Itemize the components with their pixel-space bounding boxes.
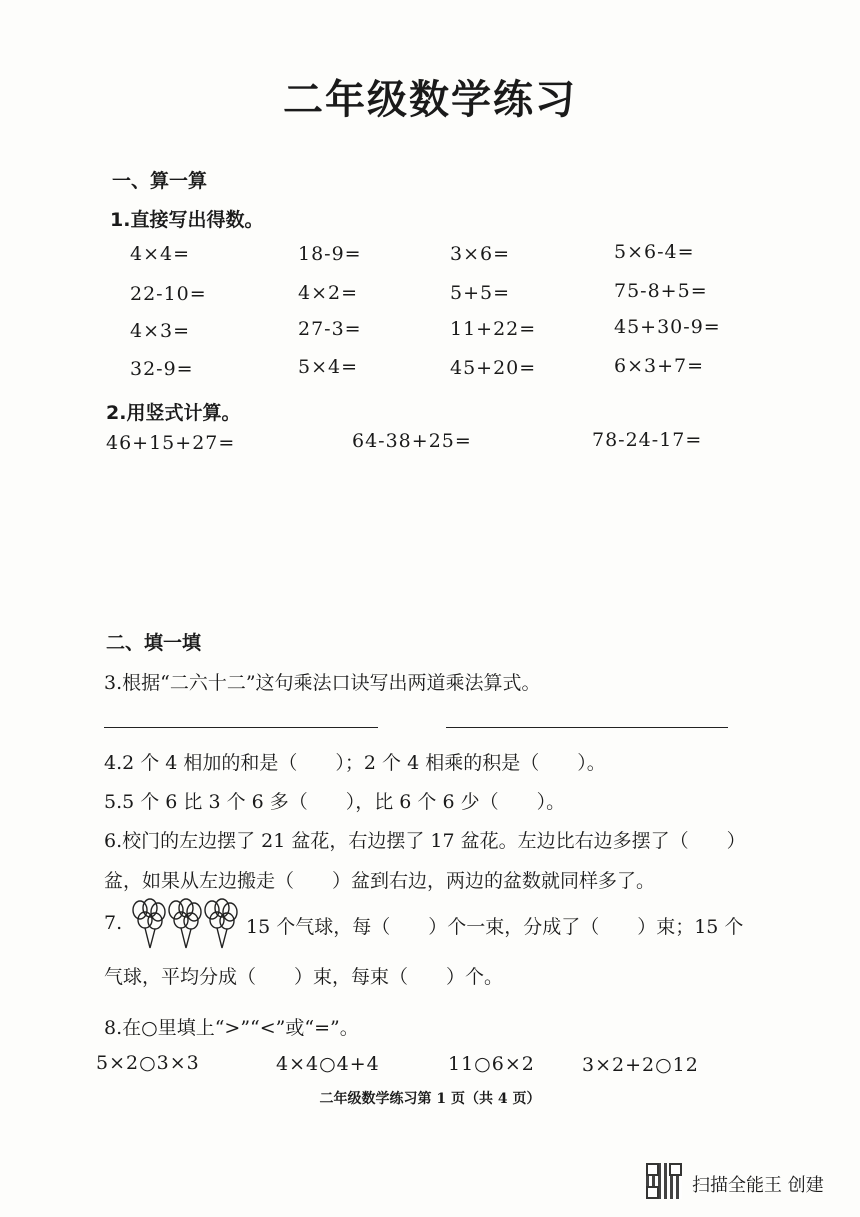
- exercise: 5+5=: [450, 282, 511, 304]
- exercise: 22-10=: [130, 283, 207, 305]
- exercise: 4×4=: [130, 243, 191, 265]
- compare-exercise[interactable]: 3×2+2○12: [582, 1054, 699, 1076]
- question-7-number: 7.: [104, 912, 123, 934]
- answer-line[interactable]: [446, 727, 728, 728]
- exercise: 32-9=: [130, 358, 194, 380]
- question-2: 2.用竖式计算。: [106, 402, 241, 424]
- exercise: 45+20=: [450, 357, 537, 379]
- exercise: 5×6-4=: [614, 241, 695, 263]
- exercise: 78-24-17=: [592, 429, 703, 451]
- page-title: 二年级数学练习: [283, 76, 577, 123]
- question-5: 5.5 个 6 比 3 个 6 多（ ），比 6 个 6 少（ ）。: [104, 791, 566, 813]
- exercise: 64-38+25=: [352, 430, 472, 452]
- question-3: 3.根据“二六十二”这句乘法口诀写出两道乘法算式。: [104, 672, 541, 694]
- compare-exercise[interactable]: 4×4○4+4: [276, 1053, 380, 1075]
- section-2-heading: 二、填一填: [106, 632, 202, 654]
- section-1-heading: 一、算一算: [112, 170, 208, 192]
- exercise: 4×3=: [130, 320, 191, 342]
- exercise: 27-3=: [298, 318, 362, 340]
- exercise: 5×4=: [298, 356, 359, 378]
- question-8: 8.在○里填上“>”“<”或“=”。: [104, 1017, 359, 1039]
- exercise: 75-8+5=: [614, 280, 708, 302]
- balloons-icon: [128, 896, 240, 952]
- exercise: 4×2=: [298, 282, 359, 304]
- compare-exercise[interactable]: 5×2○3×3: [96, 1052, 200, 1074]
- exercise: 46+15+27=: [106, 432, 236, 454]
- exercise: 18-9=: [298, 243, 362, 265]
- question-7-line-1: 15 个气球，每（ ）个一束，分成了（ ）束；15 个: [246, 916, 744, 938]
- page-footer: 二年级数学练习第 1 页（共 4 页）: [319, 1091, 541, 1107]
- question-6-line-2: 盆，如果从左边搬走（ ）盆到右边，两边的盆数就同样多了。: [104, 870, 656, 892]
- exercise: 11+22=: [450, 318, 537, 340]
- exercise: 45+30-9=: [614, 316, 721, 338]
- qr-code-icon: [646, 1163, 682, 1199]
- question-6-line-1: 6.校门的左边摆了 21 盆花，右边摆了 17 盆花。左边比右边多摆了（ ）: [104, 830, 746, 852]
- question-4: 4.2 个 4 相加的和是（ ）；2 个 4 相乘的积是（ ）。: [104, 752, 606, 774]
- answer-line[interactable]: [104, 727, 378, 728]
- question-7-line-2: 气球，平均分成（ ）束，每束（ ）个。: [104, 966, 504, 988]
- exercise: 3×6=: [450, 243, 511, 265]
- question-1: 1.直接写出得数。: [110, 209, 264, 231]
- compare-exercise[interactable]: 11○6×2: [448, 1053, 535, 1075]
- exercise: 6×3+7=: [614, 355, 705, 377]
- scanner-watermark: 扫描全能王 创建: [692, 1175, 824, 1196]
